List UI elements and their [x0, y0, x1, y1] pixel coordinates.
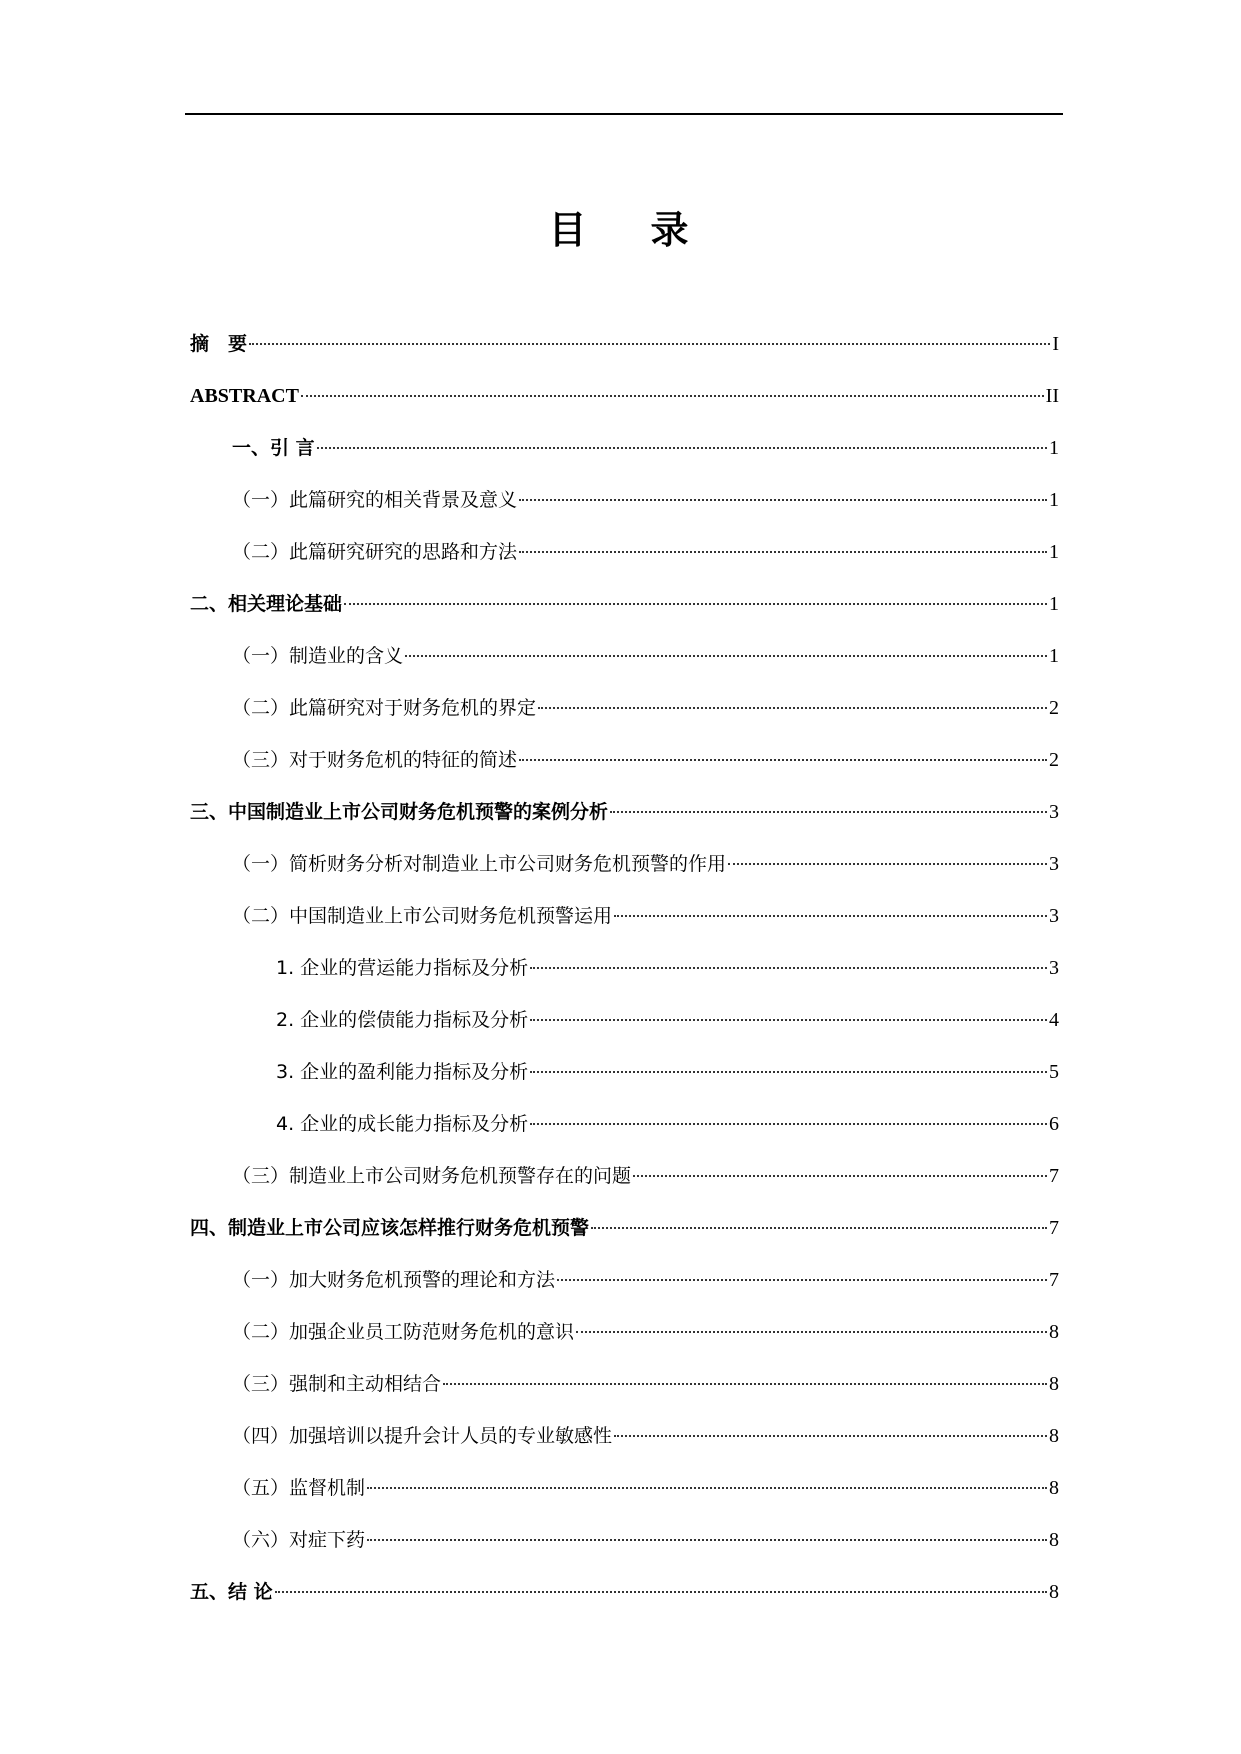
toc-entry-leader — [530, 1123, 1047, 1125]
toc-entry-4-6[interactable] — [232, 1525, 1059, 1555]
toc-entry-4-3[interactable] — [232, 1369, 1059, 1399]
toc-entry-page: 2 — [1049, 749, 1059, 771]
toc-entry-leader — [519, 499, 1047, 501]
toc-entry-page: II — [1045, 385, 1059, 407]
toc-entry-page: 1 — [1049, 645, 1059, 667]
toc-entry-page: 7 — [1049, 1269, 1059, 1291]
toc-entry-leader — [367, 1539, 1047, 1541]
toc-entry-leader — [591, 1227, 1047, 1229]
toc-entry-leader — [530, 1019, 1047, 1021]
toc-entry-page: 8 — [1049, 1425, 1059, 1447]
toc-entry-leader — [301, 395, 1044, 397]
toc-entry-leader — [610, 811, 1047, 813]
toc-entry-page: 3 — [1049, 905, 1059, 927]
toc-entry-label: 五、结 论 — [190, 1581, 273, 1603]
toc-entry-1-2[interactable] — [232, 537, 1059, 567]
toc-entry-leader — [317, 447, 1047, 449]
toc-entry-leader — [633, 1175, 1047, 1177]
toc-entry-leader — [576, 1331, 1047, 1333]
toc-entry-leader — [530, 1071, 1047, 1073]
toc-entry-3-1[interactable] — [232, 849, 1059, 879]
toc-entry-label: 三、中国制造业上市公司财务危机预警的案例分析 — [190, 801, 609, 823]
toc-entry-leader — [249, 343, 1050, 345]
toc-entry-label: 一、引 言 — [232, 437, 315, 459]
toc-entry-page: 8 — [1049, 1529, 1059, 1551]
toc-entry-abstract-en[interactable] — [190, 381, 1059, 411]
toc-entry-page: 3 — [1049, 957, 1059, 979]
toc-entry-leader — [728, 863, 1047, 865]
toc-entry-3-2-2[interactable] — [276, 1005, 1059, 1035]
toc-entry-2-1[interactable] — [232, 641, 1059, 671]
toc-entry-4-2[interactable] — [232, 1317, 1059, 1347]
toc-entry-label: （一）加大财务危机预警的理论和方法 — [232, 1269, 556, 1291]
toc-entry-page: 3 — [1049, 853, 1059, 875]
toc-entry-leader — [519, 759, 1047, 761]
toc-entry-2-3[interactable] — [232, 745, 1059, 775]
toc-entry-page: 1 — [1049, 593, 1059, 615]
toc-entry-chapter-4[interactable] — [190, 1213, 1059, 1243]
toc-entry-label: （六）对症下药 — [232, 1529, 366, 1551]
toc-entry-leader — [275, 1591, 1047, 1593]
toc-entry-page: 1 — [1049, 489, 1059, 511]
toc-entry-label: 四、制造业上市公司应该怎样推行财务危机预警 — [190, 1217, 590, 1239]
toc-entry-label: ABSTRACT — [190, 385, 299, 407]
toc-entry-leader — [443, 1383, 1047, 1385]
toc-entry-label: （一）此篇研究的相关背景及意义 — [232, 489, 518, 511]
toc-entry-1-1[interactable] — [232, 485, 1059, 515]
toc-entry-page: 1 — [1049, 437, 1059, 459]
toc-entry-page: 4 — [1049, 1009, 1059, 1031]
toc-entry-conclusion[interactable] — [190, 1577, 1059, 1607]
toc-entry-label: 1. 企业的营运能力指标及分析 — [276, 957, 529, 979]
toc-entry-leader — [538, 707, 1047, 709]
toc-entry-label: （一）制造业的含义 — [232, 645, 404, 667]
toc-entry-label: 3. 企业的盈利能力指标及分析 — [276, 1061, 529, 1083]
toc-entry-leader — [614, 1435, 1047, 1437]
toc-entry-label: （二）此篇研究研究的思路和方法 — [232, 541, 518, 563]
toc-entry-label: （三）制造业上市公司财务危机预警存在的问题 — [232, 1165, 632, 1187]
toc-entry-label: （三）强制和主动相结合 — [232, 1373, 442, 1395]
page-title-right: 录 — [650, 208, 693, 252]
toc-entry-page: 8 — [1049, 1477, 1059, 1499]
toc-entry-label: 4. 企业的成长能力指标及分析 — [276, 1113, 529, 1135]
toc-entry-page: I — [1052, 333, 1059, 355]
toc-entry-2-2[interactable] — [232, 693, 1059, 723]
toc-entry-3-3[interactable] — [232, 1161, 1059, 1191]
toc-entry-4-4[interactable] — [232, 1421, 1059, 1451]
toc-entry-3-2-1[interactable] — [276, 953, 1059, 983]
toc-entry-page: 2 — [1049, 697, 1059, 719]
toc-entry-label: 2. 企业的偿债能力指标及分析 — [276, 1009, 529, 1031]
toc-entry-label: （二）此篇研究对于财务危机的界定 — [232, 697, 537, 719]
toc-entry-label: （三）对于财务危机的特征的简述 — [232, 749, 518, 771]
toc-entry-label: （二）中国制造业上市公司财务危机预警运用 — [232, 905, 613, 927]
toc-entry-leader — [614, 915, 1047, 917]
toc-entry-page: 7 — [1049, 1217, 1059, 1239]
toc-entry-3-2-3[interactable] — [276, 1057, 1059, 1087]
toc-entry-page: 8 — [1049, 1581, 1059, 1603]
toc-entry-label: （二）加强企业员工防范财务危机的意识 — [232, 1321, 575, 1343]
toc-entry-page: 6 — [1049, 1113, 1059, 1135]
toc-entry-leader — [519, 551, 1047, 553]
toc-entry-leader — [367, 1487, 1047, 1489]
toc-entry-page: 8 — [1049, 1321, 1059, 1343]
toc-entry-label: （五）监督机制 — [232, 1477, 366, 1499]
toc-entry-page: 8 — [1049, 1373, 1059, 1395]
toc-entry-chapter-2[interactable] — [190, 589, 1059, 619]
toc-entry-3-2[interactable] — [232, 901, 1059, 931]
toc-entry-introduction[interactable] — [232, 433, 1059, 463]
toc-entry-leader — [557, 1279, 1047, 1281]
toc-entry-page: 1 — [1049, 541, 1059, 563]
toc-entry-page: 3 — [1049, 801, 1059, 823]
toc-entry-4-1[interactable] — [232, 1265, 1059, 1295]
toc-entry-3-2-4[interactable] — [276, 1109, 1059, 1139]
toc-entry-4-5[interactable] — [232, 1473, 1059, 1503]
toc-entry-chapter-3[interactable] — [190, 797, 1059, 827]
page-title-left: 目 — [548, 208, 591, 252]
toc-entry-leader — [530, 967, 1047, 969]
toc-entry-page: 5 — [1049, 1061, 1059, 1083]
toc-entry-label: 二、相关理论基础 — [190, 593, 343, 615]
toc-entry-abstract-zh[interactable] — [190, 329, 1059, 359]
toc-entry-leader — [344, 603, 1047, 605]
toc-entry-label: （四）加强培训以提升会计人员的专业敏感性 — [232, 1425, 613, 1447]
toc-entry-page: 7 — [1049, 1165, 1059, 1187]
toc-entry-label: 摘 要 — [190, 333, 248, 355]
toc-entry-label: （一）简析财务分析对制造业上市公司财务危机预警的作用 — [232, 853, 727, 875]
toc-entry-leader — [405, 655, 1047, 657]
